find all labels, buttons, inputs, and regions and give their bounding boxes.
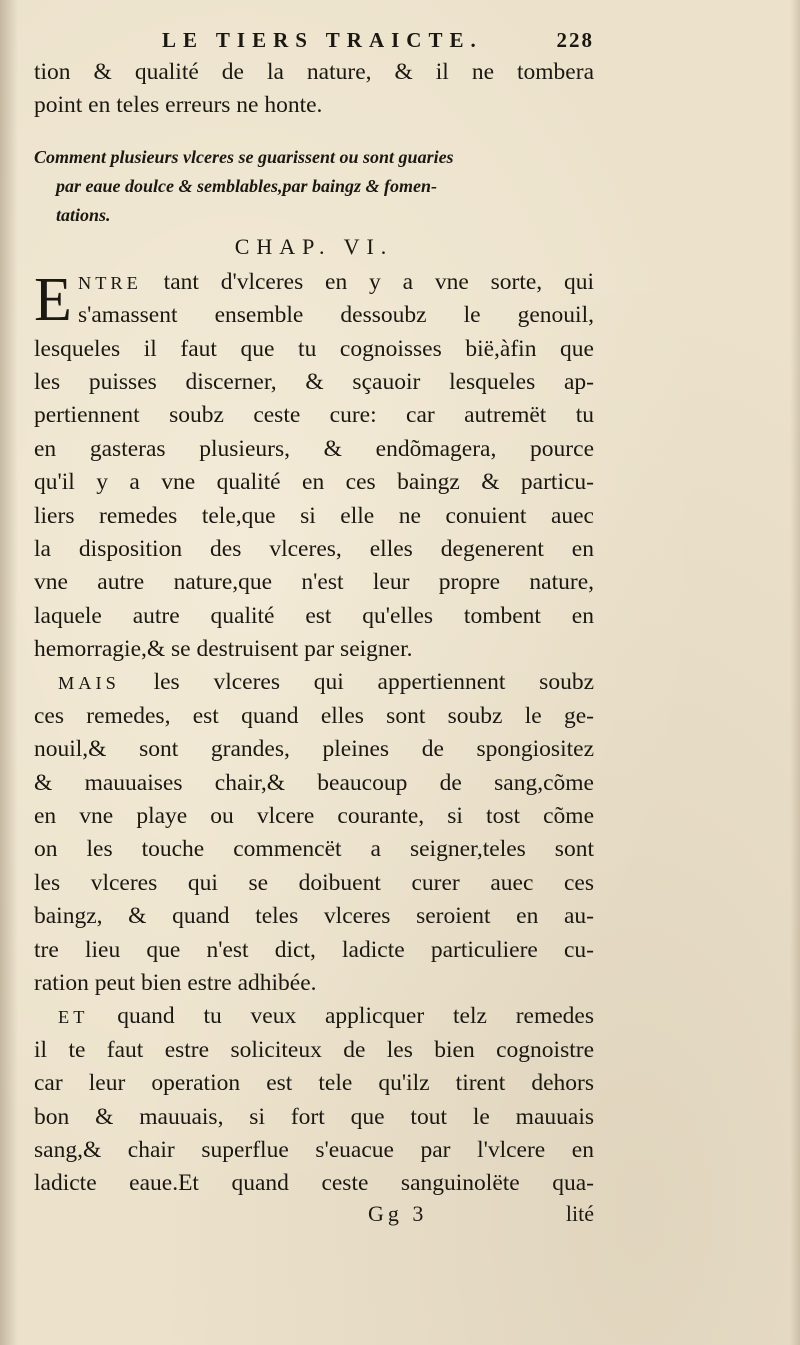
text-line: en vne playe ou vlcere courante, si tost cõme	[34, 803, 594, 830]
chapter-heading: CHAP. VI.	[234, 233, 394, 259]
text-line: & mauuaises chair,& beaucoup de sang,cõme	[34, 769, 594, 796]
text-line: point en teles erreurs ne honte.	[34, 92, 323, 119]
line-text: les vlceres qui appertiennent soubz	[119, 669, 594, 696]
text-line	[34, 666, 594, 699]
text-line	[34, 1000, 594, 1033]
text-line: hemorragie,& se destruisent par seigner.	[34, 636, 413, 663]
text-line: il te faut estre soliciteux de les bien cognoistre	[34, 1036, 594, 1063]
paragraph	[34, 1000, 594, 1200]
text-line: les vlceres qui se doibuent curer auec ces	[34, 869, 594, 896]
page-footer	[34, 1201, 594, 1234]
rubric-line: par eaue doulce & semblables,par baingz & fomen-	[56, 175, 437, 196]
text-line: tre lieu que n'est dict, ladicte particuliere cu-	[34, 936, 594, 963]
paragraph	[34, 666, 594, 1000]
continued-text	[34, 56, 594, 123]
drop-capital: E	[34, 265, 72, 334]
rubric-line: tations.	[56, 204, 111, 225]
text-line: nouil,& sont grandes, pleines de spongiositez	[34, 736, 594, 763]
text-line: sang,& chair superflue s'euacue par l'vlcere en	[34, 1136, 594, 1163]
text-line: tion & qualité de la nature, & il ne tombera	[34, 59, 594, 85]
text-line: ration peut bien estre adhibée.	[34, 969, 317, 996]
text-line: liers remedes tele,que si elle ne conuient auec	[34, 502, 594, 529]
text-line: ces remedes, est quand elles sont soubz le ge-	[34, 702, 594, 729]
chapter-rubric	[34, 143, 594, 230]
text-line: en gasteras plusieurs, & endõmagera, pource	[34, 435, 594, 462]
text-line: baingz, & quand teles vlceres seroient en au-	[34, 903, 594, 930]
page-number: 228	[556, 28, 594, 52]
book-page	[34, 22, 594, 1234]
text-line: lesqueles il faut que tu cognoisses bië,àfin que	[34, 335, 594, 362]
running-head	[34, 22, 594, 52]
text-line: ladicte eaue.Et quand ceste sanguinolëte qua-	[34, 1170, 594, 1197]
text-line: s'amassent ensemble dessoubz le genouil,	[78, 302, 594, 329]
text-line: qu'il y a vne qualité en ces baingz & particu-	[34, 469, 594, 496]
text-line: la disposition des vlceres, elles degenerent en	[34, 535, 594, 562]
text-line: on les touche commencët a seigner,teles sont	[34, 836, 594, 863]
paragraph	[34, 266, 594, 667]
smallcaps-word: ET	[58, 1007, 89, 1028]
page-gutter-shadow	[0, 0, 18, 1345]
smallcaps-word: MAIS	[58, 673, 120, 694]
signature-mark: Gg 3	[368, 1200, 428, 1226]
catchword: lité	[565, 1200, 594, 1226]
page-edge-shadow	[790, 0, 800, 1345]
text-line: laquele autre qualité est qu'elles tombent en	[34, 602, 594, 629]
running-head-title: LE TIERS TRAICTE.	[162, 28, 483, 52]
rubric-line: Comment plusieurs vlceres se guarissent ou sont guaries	[34, 146, 454, 167]
text-line: vne autre nature,que n'est leur propre nature,	[34, 569, 594, 596]
text-line: pertiennent soubz ceste cure: car autremët tu	[34, 402, 594, 429]
text-line: bon & mauuais, si fort que tout le mauuais	[34, 1103, 594, 1130]
text-line: les puisses discerner, & sçauoir lesqueles ap-	[34, 368, 594, 395]
line-text: tant d'vlceres en y a vne sorte, qui	[141, 268, 594, 295]
line-text: quand tu veux applicquer telz remedes	[88, 1003, 594, 1030]
text-line	[34, 266, 594, 299]
smallcaps-word: NTRE	[78, 272, 142, 293]
text-line: car leur operation est tele qu'ilz tirent dehors	[34, 1070, 594, 1097]
